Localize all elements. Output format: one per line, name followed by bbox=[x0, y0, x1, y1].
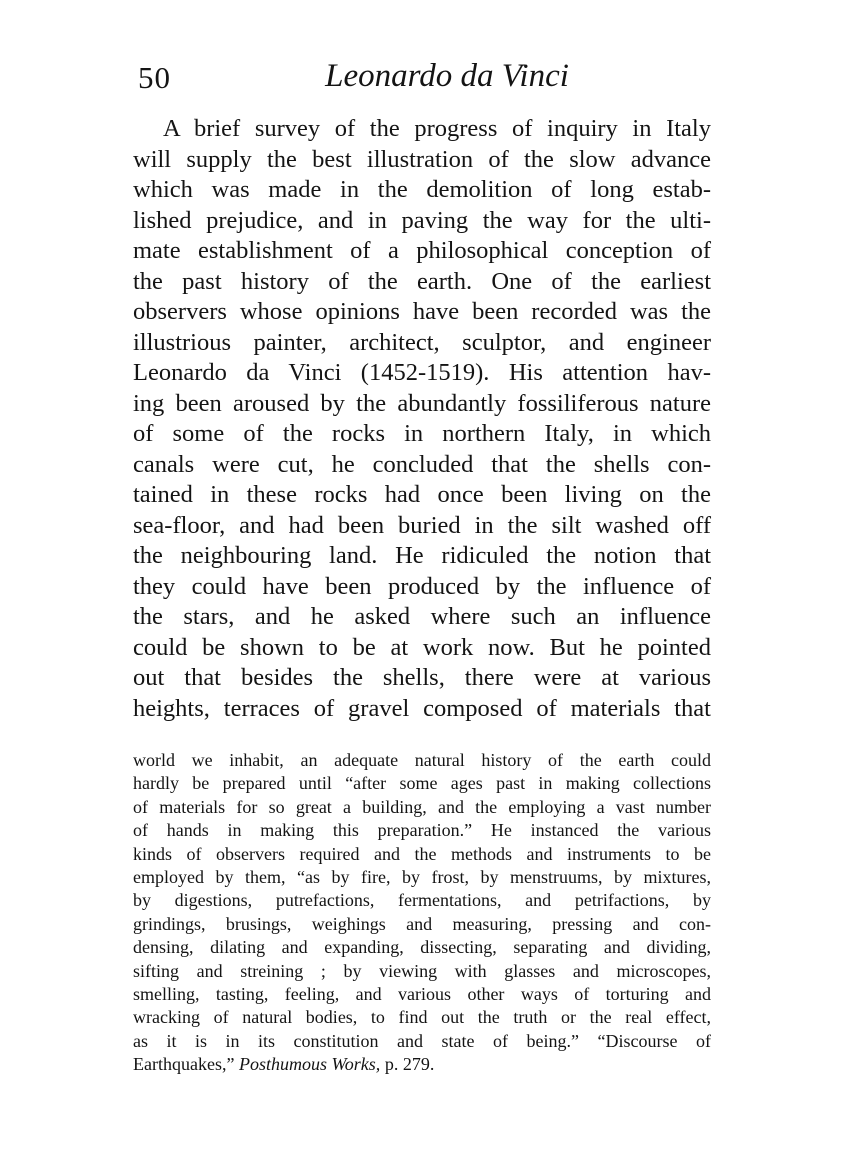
body-line: mate establishment of a philosophical conception of bbox=[133, 237, 711, 264]
footnote-line: world we inhabit, an adequate natural history of the earth could bbox=[133, 750, 711, 770]
body-line: of some of the rocks in northern Italy, in which bbox=[133, 420, 711, 447]
footnote-line: employed by them, “as by fire, by frost, by menstruums, by mixtures, bbox=[133, 866, 711, 887]
footnote bbox=[133, 749, 711, 1076]
footnote-line: of materials for so great a building, and the employing a vast number bbox=[133, 796, 711, 817]
body-line: they could have been produced by the influence of bbox=[133, 572, 711, 600]
footnote-line: hardly be prepared until “after some ages past in making collections bbox=[133, 773, 711, 794]
footnote-line: by digestions, putrefactions, fermentations, and petrifactions, by bbox=[133, 890, 711, 911]
body-line: which was made in the demolition of long estab- bbox=[133, 176, 711, 203]
body-line: the stars, and he asked where such an influence bbox=[133, 603, 711, 630]
body-line: the past history of the earth. One of the earliest bbox=[133, 267, 711, 295]
body-line: canals were cut, he concluded that the shells con- bbox=[133, 450, 711, 478]
footnote-citation-title: Posthumous Works, bbox=[238, 1054, 381, 1075]
body-line: illustrious painter, architect, sculptor, and engineer bbox=[133, 328, 711, 356]
footnote-line: of hands in making this preparation.” He instanced the various bbox=[133, 820, 711, 841]
footnote-citation-text: Earthquakes,” bbox=[133, 1054, 239, 1075]
footnote-line: densing, dilating and expanding, dissecting, separating and dividing, bbox=[133, 937, 711, 958]
footnote-line: as it is in its constitution and state of being.” “Discourse of bbox=[133, 1030, 711, 1051]
body-line: heights, terraces of gravel composed of materials that bbox=[133, 694, 711, 722]
body-line: could be shown to be at work now. But he pointed bbox=[133, 633, 711, 661]
body-line: out that besides the shells, there were at various bbox=[133, 664, 711, 691]
body-line: the neighbouring land. He ridiculed the notion that bbox=[133, 542, 711, 569]
footnote-line: kinds of observers required and the methods and instruments to be bbox=[133, 843, 711, 864]
footnote-last-line bbox=[133, 1053, 711, 1076]
body-line: sea-floor, and had been buried in the silt washed off bbox=[133, 511, 711, 539]
body-line: tained in these rocks had once been living on the bbox=[133, 481, 711, 508]
body-line: lished prejudice, and in paving the way for the ulti- bbox=[133, 206, 711, 234]
page-number: 50 bbox=[138, 60, 171, 95]
body-line: A brief survey of the progress of inquiry in Italy bbox=[163, 115, 711, 142]
running-head bbox=[132, 56, 712, 100]
body-paragraph bbox=[133, 114, 711, 724]
footnote-line: grindings, brusings, weighings and measuring, pressing and con- bbox=[133, 913, 711, 934]
footnote-line: wracking of natural bodies, to find out the truth or the real effect, bbox=[133, 1007, 711, 1028]
body-line: ing been aroused by the abundantly fossiliferous nature bbox=[133, 389, 711, 417]
body-line: Leonardo da Vinci (1452-1519). His attention hav- bbox=[133, 359, 711, 386]
body-line: observers whose opinions have been recorded was the bbox=[133, 298, 711, 325]
footnote-citation-page: p. 279. bbox=[380, 1054, 435, 1075]
running-title: Leonardo da Vinci bbox=[325, 58, 569, 94]
body-line: will supply the best illustration of the slow advance bbox=[133, 145, 711, 173]
footnote-line: smelling, tasting, feeling, and various other ways of torturing and bbox=[133, 983, 711, 1004]
footnote-line: sifting and streining ; by viewing with glasses and microscopes, bbox=[133, 960, 711, 981]
